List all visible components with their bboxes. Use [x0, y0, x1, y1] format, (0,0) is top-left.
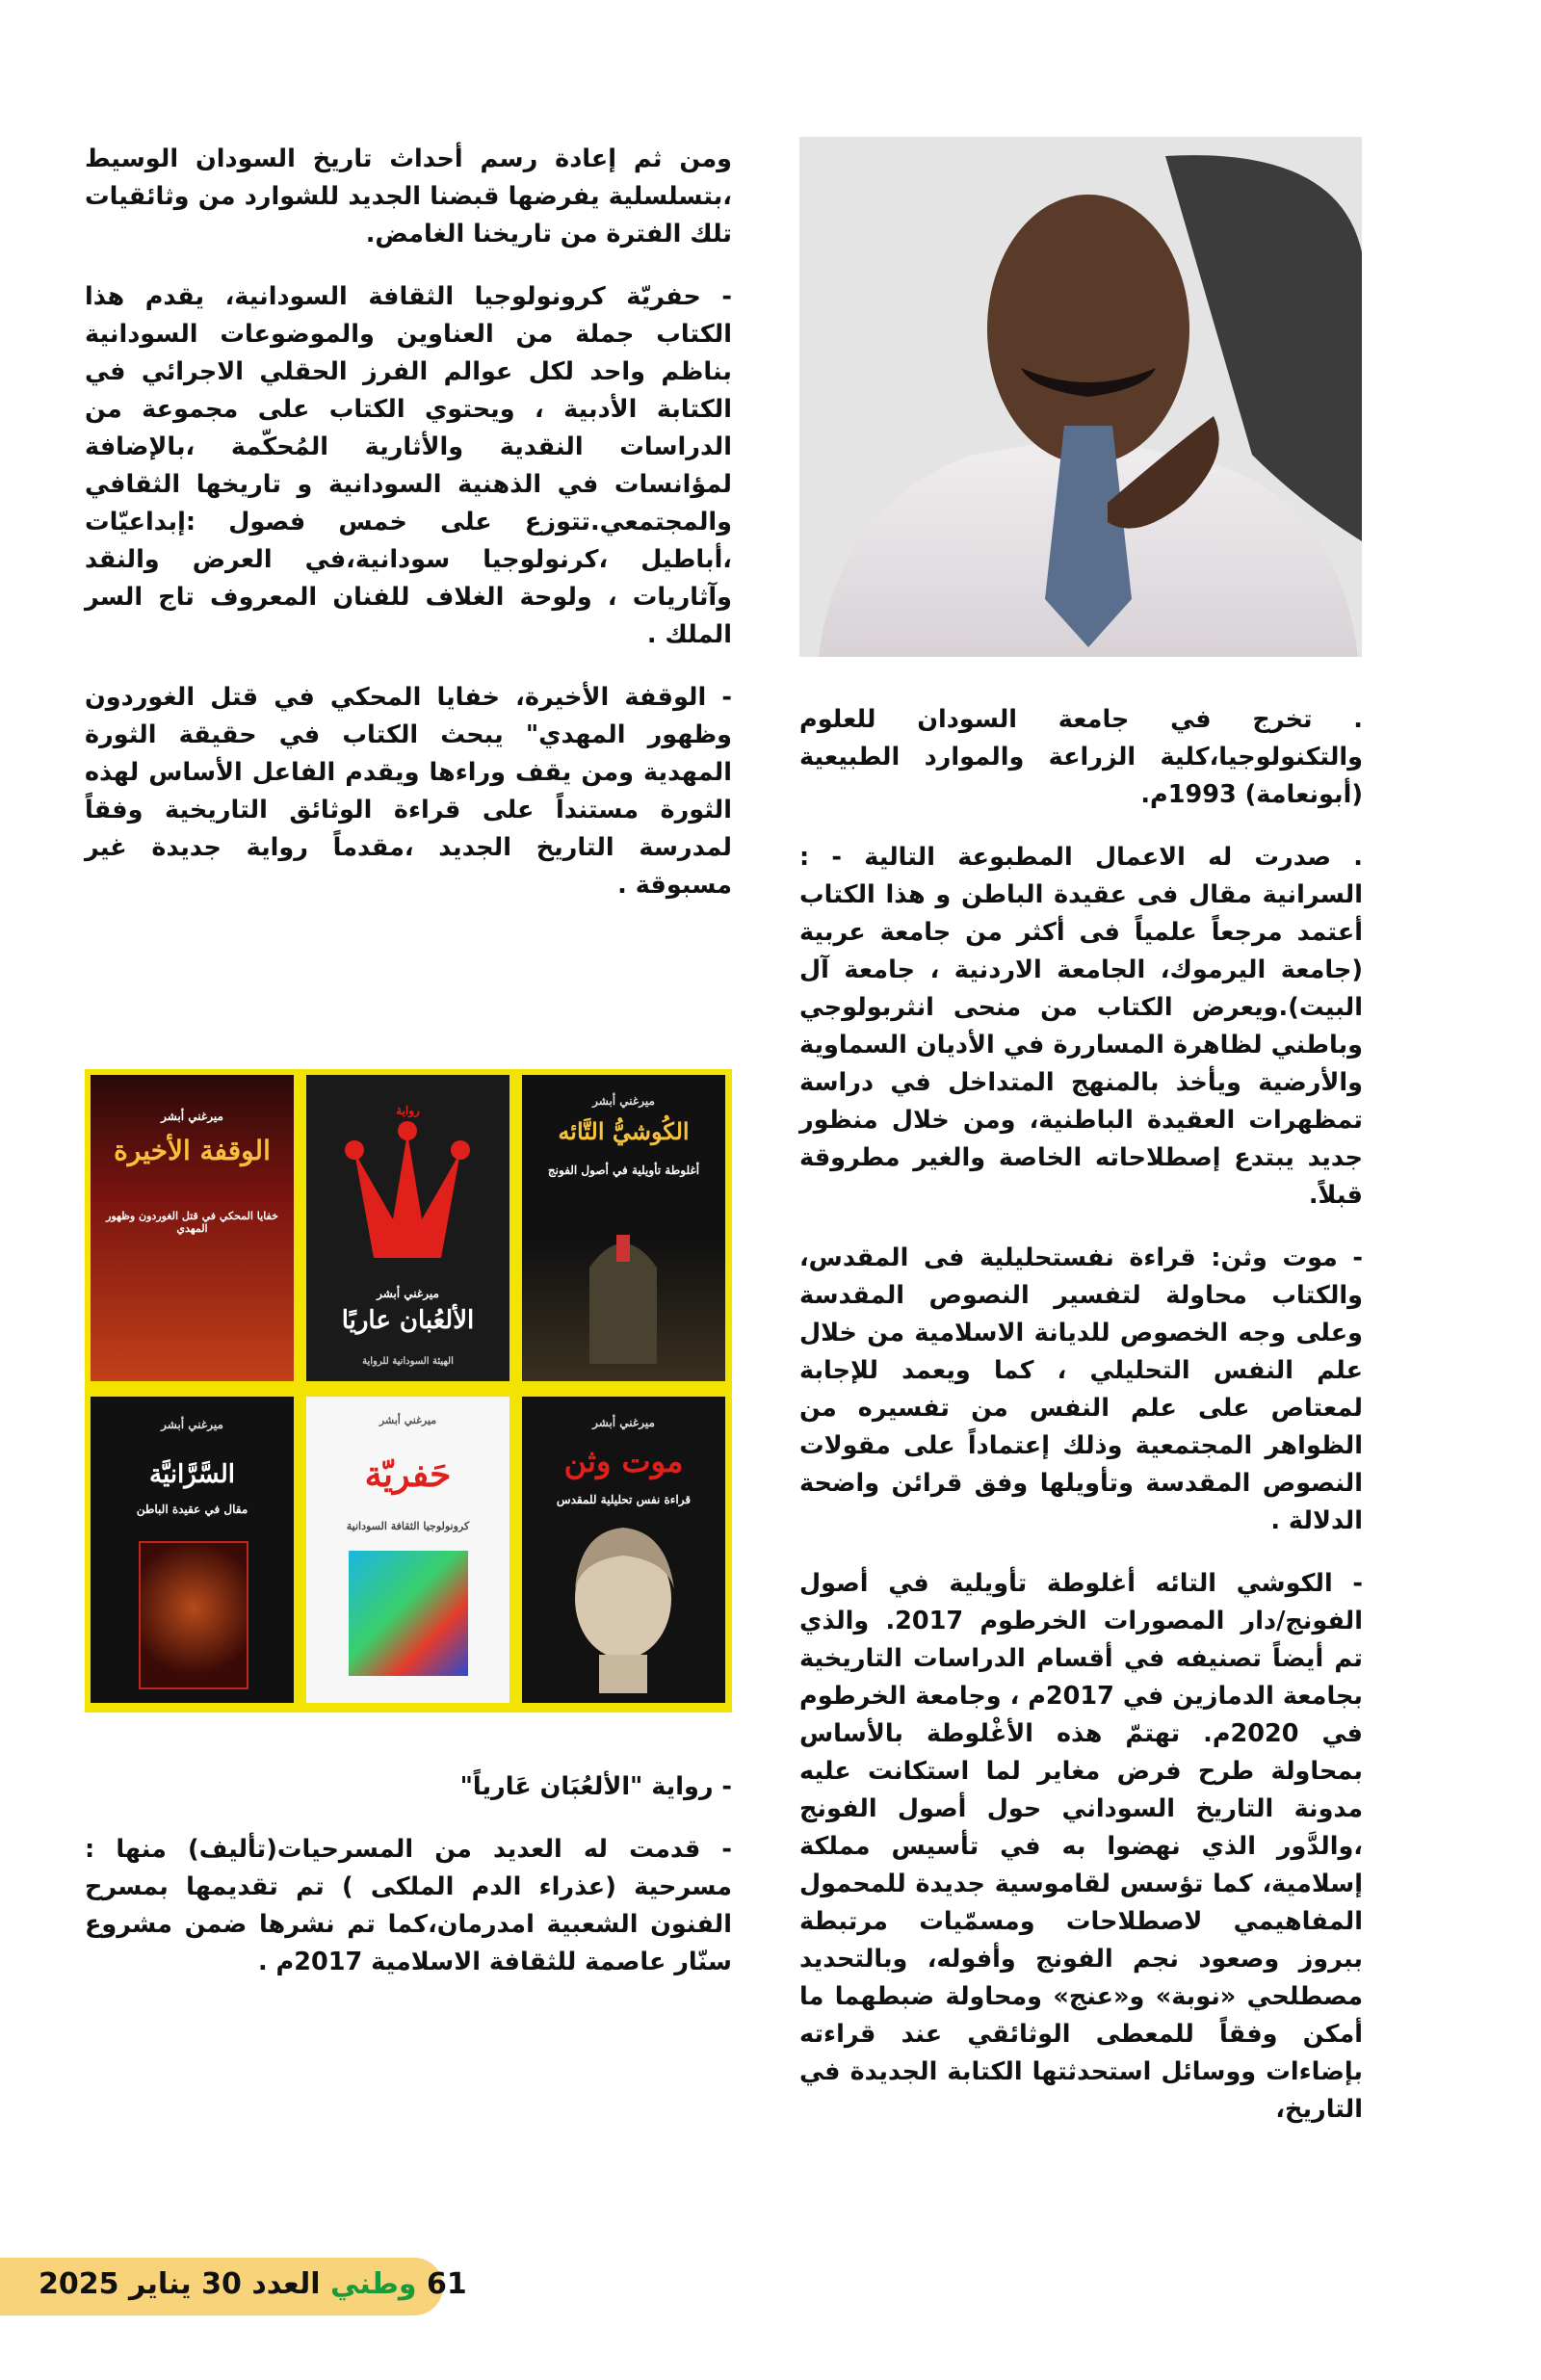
- cover-title: الكُوشيُّ التَّائه: [558, 1117, 690, 1145]
- jester-hat-icon: [306, 1075, 509, 1381]
- paragraph: . صدرت له الاعمال المطبوعة التالية - : السرانية مقال فى عقيدة الباطن و هذا الكتاب أعتمد مرجعاً علمياً فى أكثر من جامعة عربية (جامعة اليرموك، الجامعة الاردنية ، جامعة آل البيت).ويعرض الكتاب من منحى انثربولوجي وباطني لظاهرة المساررة في الأديان السماوية والأرضية ويأخذ بالمنهج المتداخل في دراسة تمظهرات العقيدة الباطنية، ومن خلال منظور جديد يبتدع إصطلاحاته الخاصة والغير مطروقة قبلاً.: [799, 843, 1363, 1210]
- cover-subtitle: قراءة نفس تحليلية للمقدس: [556, 1493, 692, 1506]
- cover-artwork: [139, 1541, 248, 1689]
- cover-subtitle: مقال في عقيدة الباطن: [136, 1503, 248, 1516]
- book-cover: [306, 1397, 509, 1703]
- cover-title: موت وثن: [563, 1443, 684, 1479]
- paragraph: - الوقفة الأخيرة، خفايا المحكي في قتل الغوردون وظهور المهدي" يبحث الكتاب في حقيقة الثورة المهدية ومن يقف وراءها ويقدم الفاعل الأساس لهذه الثورة مستنداً على قراءة الوثائق التاريخية وفقاً لمدرسة التاريخ الجديد ،مقدماً رواية جديدة غير مسبوقة .: [85, 683, 732, 900]
- cover-author: ميرغني أبشر: [592, 1416, 655, 1429]
- footer-text: [39, 2267, 467, 2301]
- pharaoh-statue-icon: [522, 1075, 725, 1381]
- paragraph: . تخرج في جامعة السودان للعلوم والتكنولوجيا،كلية الزراعة والموارد الطبيعية (أبونعامة) 1993م.: [799, 705, 1363, 809]
- cover-author: ميرغني أبشر: [161, 1418, 223, 1431]
- right-column: [799, 701, 1363, 2154]
- book-cover: [91, 1075, 294, 1381]
- book-cover: [522, 1075, 725, 1381]
- issue-date: يناير 2025: [39, 2267, 192, 2301]
- book-cover: [522, 1397, 725, 1703]
- page-number: 61: [426, 2267, 467, 2301]
- cover-title: حَفريّة: [364, 1454, 452, 1495]
- cover-author: ميرغني أبشر: [377, 1287, 439, 1300]
- cover-author: ميرغني أبشر: [161, 1110, 223, 1123]
- paragraph: - حفريّة كرونولوجيا الثقافة السودانية، يقدم هذا الكتاب جملة من العناوين والموضوعات السودانية بناظم واحد لكل عوالم الفرز الحقلي الاجرائي في الكتابة الأدبية ، ويحتوي الكتاب على مجموعة من الدراسات النقدية والأثارية المُحكّمة ،بالإضافة لمؤانسات في الذهنية السودانية و تاريخها الثقافي والمجتمعي.تتوزع على خمس فصول :إبداعيّات ،أباطيل ،كرنولوجيا سودانية،في العرض والنقد وآثاريات ، ولوحة الغلاف للفنان المعروف تاج السر الملك .: [85, 282, 732, 649]
- paragraph: ومن ثم إعادة رسم أحداث تاريخ السودان الوسيط ،بتسلسلية يفرضها قبضنا الجديد للشوارد من وثائقيات تلك الفترة من تاريخنا الغامض.: [85, 144, 732, 248]
- paragraph: - رواية "الألعُبَان عَارياً": [459, 1772, 732, 1801]
- cover-subtitle: رواية: [396, 1104, 420, 1117]
- paragraph: - قدمت له العديد من المسرحيات(تأليف) منها : مسرحية (عذراء الدم الملكى ) تم تقديمها بمسرح الفنون الشعبية امدرمان،كما تم نشرها ضمن مشروع سنّار عاصمة للثقافة الاسلامية 2017م .: [85, 1835, 732, 1976]
- cover-publisher: الهيئة السودانية للرواية: [362, 1356, 454, 1367]
- cover-subtitle: أغلوطة تأويلية في أصول الفونج: [547, 1164, 700, 1177]
- book-cover: [91, 1397, 294, 1703]
- paragraph: - موت وثن: قراءة نفستحليلية فى المقدس، والكتاب محاولة لتفسير النصوص المقدسة وعلى وجه الخصوص للديانة الاسلامية من خلال علم النفس التحليلي ، كما ويعمد للإجابة لمعتاص على علم النفس من تفسيره من الظواهر المجتمعية وذلك إعتماداً على مقولات النصوص المقدسة وتأويلها وفق قرائن واضحة الدلالة .: [799, 1243, 1363, 1535]
- cover-artwork: [349, 1551, 468, 1676]
- cover-title: الوقفة الأخيرة: [114, 1135, 271, 1166]
- magazine-name: وطني: [329, 2267, 417, 2301]
- cover-subtitle: كرونولوجيا الثقافة السودانية: [346, 1520, 470, 1532]
- cover-author: ميرغني أبشر: [379, 1414, 437, 1426]
- cover-author: ميرغني أبشر: [592, 1094, 655, 1108]
- cover-title: السَّرَّانيَّة: [149, 1460, 235, 1489]
- book-covers-collage: [85, 1069, 732, 1713]
- book-cover: [306, 1075, 509, 1381]
- issue-label: العدد: [251, 2267, 321, 2301]
- left-column-lower: [85, 1768, 732, 2006]
- portrait-illustration: [799, 137, 1362, 657]
- cover-subtitle: خفايا المحكي في قتل الغوردون وظهور المهدي: [106, 1210, 278, 1235]
- left-column: [85, 141, 732, 929]
- issue-number: 30: [201, 2267, 242, 2301]
- page-footer: [0, 2258, 467, 2315]
- paragraph: - الكوشي التائه أغلوطة تأويلية في أصول الفونج/دار المصورات الخرطوم 2017. والذي تم أيضاً تصنيفه في أقسام الدراسات التاريخية بجامعة الدمازين في 2017م ، وجامعة الخرطوم في 2020م. تهتمّ هذه الأغْلوطة بالأساس بمحاولة طرح فرض مغاير لما استكانت عليه مدونة التاريخ السوداني حول أصول الفونج ،والدَّور الذي نهضوا به في تأسيس مملكة إسلامية، كما تؤسس لقاموسية جديدة للمحمول المفاهيمي لاصطلاحات ومسمّيات مرتبطة ببروز وصعود نجم الفونج وأفوله، وبالتحديد مصطلحي «نوبة» و«عنج» ومحاولة ضبطهما ما أمكن وفقاً للمعطى الوثائقي عند قراءته بإضاءات ووسائل استحدثتها الكتابة الجديدة في التاريخ،: [799, 1569, 1363, 2124]
- bust-statue-icon: [522, 1397, 725, 1703]
- cover-title: الألعُبان عاريًا: [341, 1306, 475, 1335]
- author-portrait: [799, 137, 1362, 657]
